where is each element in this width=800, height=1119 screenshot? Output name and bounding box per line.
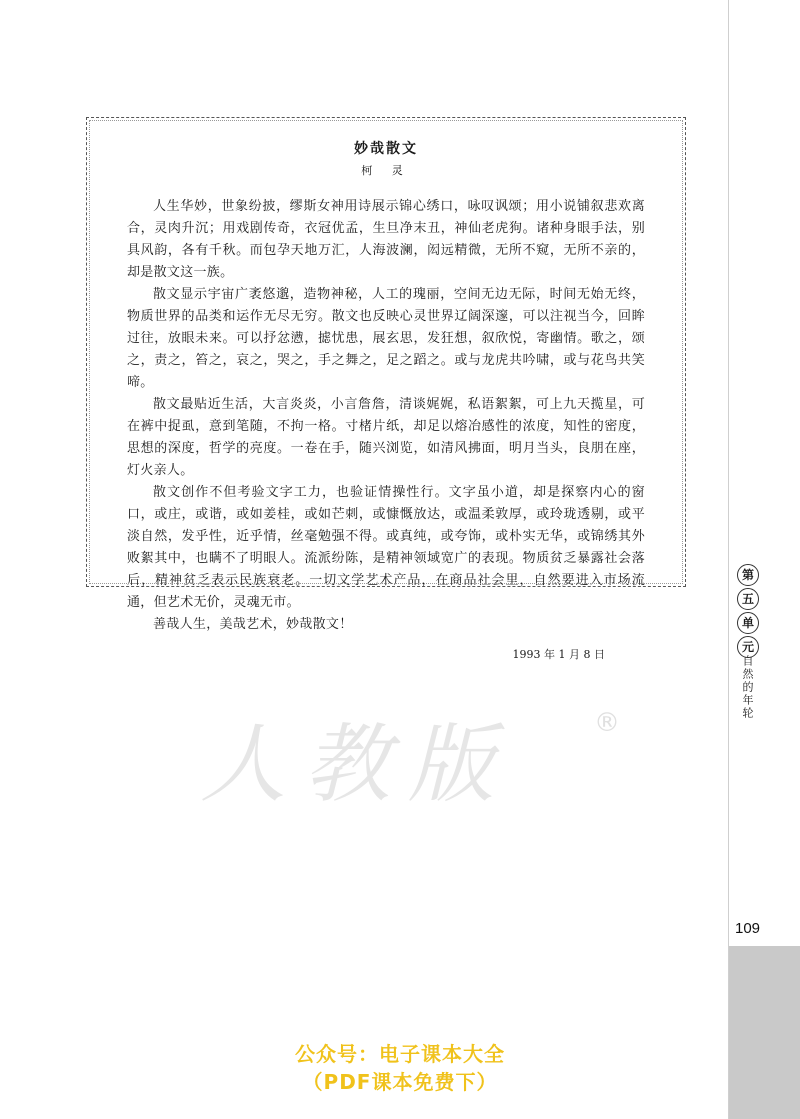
reading-paragraph-4: 散文创作不但考验文字工力，也验证情操性行。文字虽小道，却是探察内心的窗口，或庄，或谐，或如姜桂，或如芒刺，或慷慨放达，或温柔敦厚，或玲珑透剔，或平淡自然，发乎性，近乎情，丝毫勉强不得。或真纯，或夸饰，或朴实无华，或锦绣其外败絮其中，也瞒不了明眼人。流派纷陈，是精神领域宽广的表现。物质贫乏暴露社会落后，精神贫乏表示民族衰老。一切文学艺术产品，在商品社会里，自然要进入市场流通，但艺术无价，灵魂无市。 (127, 485, 645, 610)
reading-title: 妙哉散文 (354, 141, 418, 157)
promo-line-1: 公众号：电子课本大全 (295, 1042, 505, 1066)
page-number: 109 (735, 920, 761, 937)
unit-char-4: 元 (737, 636, 759, 658)
reading-paragraph-1: 人生华妙，世象纷披，缪斯女神用诗展示锦心绣口，咏叹讽颂；用小说铺叙悲欢离合，灵肉升沉；用戏剧传奇，衣冠优孟，生旦净末丑，神仙老虎狗。诸种身眼手法，别具风韵，各有千秋。而包孕天地万汇，人海波澜，闳远精微，无所不窥，无所不亲的，却是散文这一族。 (127, 199, 645, 280)
publisher-watermark: 人教版 (200, 715, 512, 815)
unit-theme: 自然的年轮 (741, 655, 754, 720)
reading-paragraph-5: 善哉人生，美哉艺术，妙哉散文！ (153, 617, 353, 632)
reading-box (86, 117, 686, 661)
side-strip-top (729, 0, 800, 558)
unit-char-1: 第 (737, 564, 759, 586)
reading-author: 柯 灵 (361, 164, 411, 177)
reading-paragraph-3: 散文最贴近生活，大言炎炎，小言詹詹，清谈娓娓，私语絮絮，可上九天揽星，可在裤中捉虱，意到笔随，不拘一格。寸楮片纸，却足以熔冶感性的浓度，知性的密度，思想的深度，哲学的亮度。一卷在手，随兴浏览，如清风拂面，明月当头，良朋在座，灯火亲人。 (127, 397, 645, 478)
side-strip (728, 0, 800, 1119)
reading-date: 1993 年 1 月 8 日 (512, 648, 605, 661)
unit-char-3: 单 (737, 612, 759, 634)
reading-paragraph-2: 散文显示宇宙广袤悠邈，造物神秘，人工的瑰丽，空间无边无际，时间无始无终，物质世界的品类和运作无尽无穷。散文也反映心灵世界辽阔深邃，可以注视当今，回眸过往，放眼未来。可以抒忿懑，摅忧患，展玄思，发狂想，叙欣悦，寄幽情。歌之，颂之，责之，笞之，哀之，哭之，手之舞之，足之蹈之。或与龙虎共吟啸，或与花鸟共笑啼。 (127, 287, 645, 390)
promo-line-2: （PDF课本免费下） (302, 1070, 498, 1094)
unit-char-2: 五 (737, 588, 759, 610)
promo-banner (0, 1040, 800, 1096)
registered-mark-icon: ® (594, 708, 620, 738)
